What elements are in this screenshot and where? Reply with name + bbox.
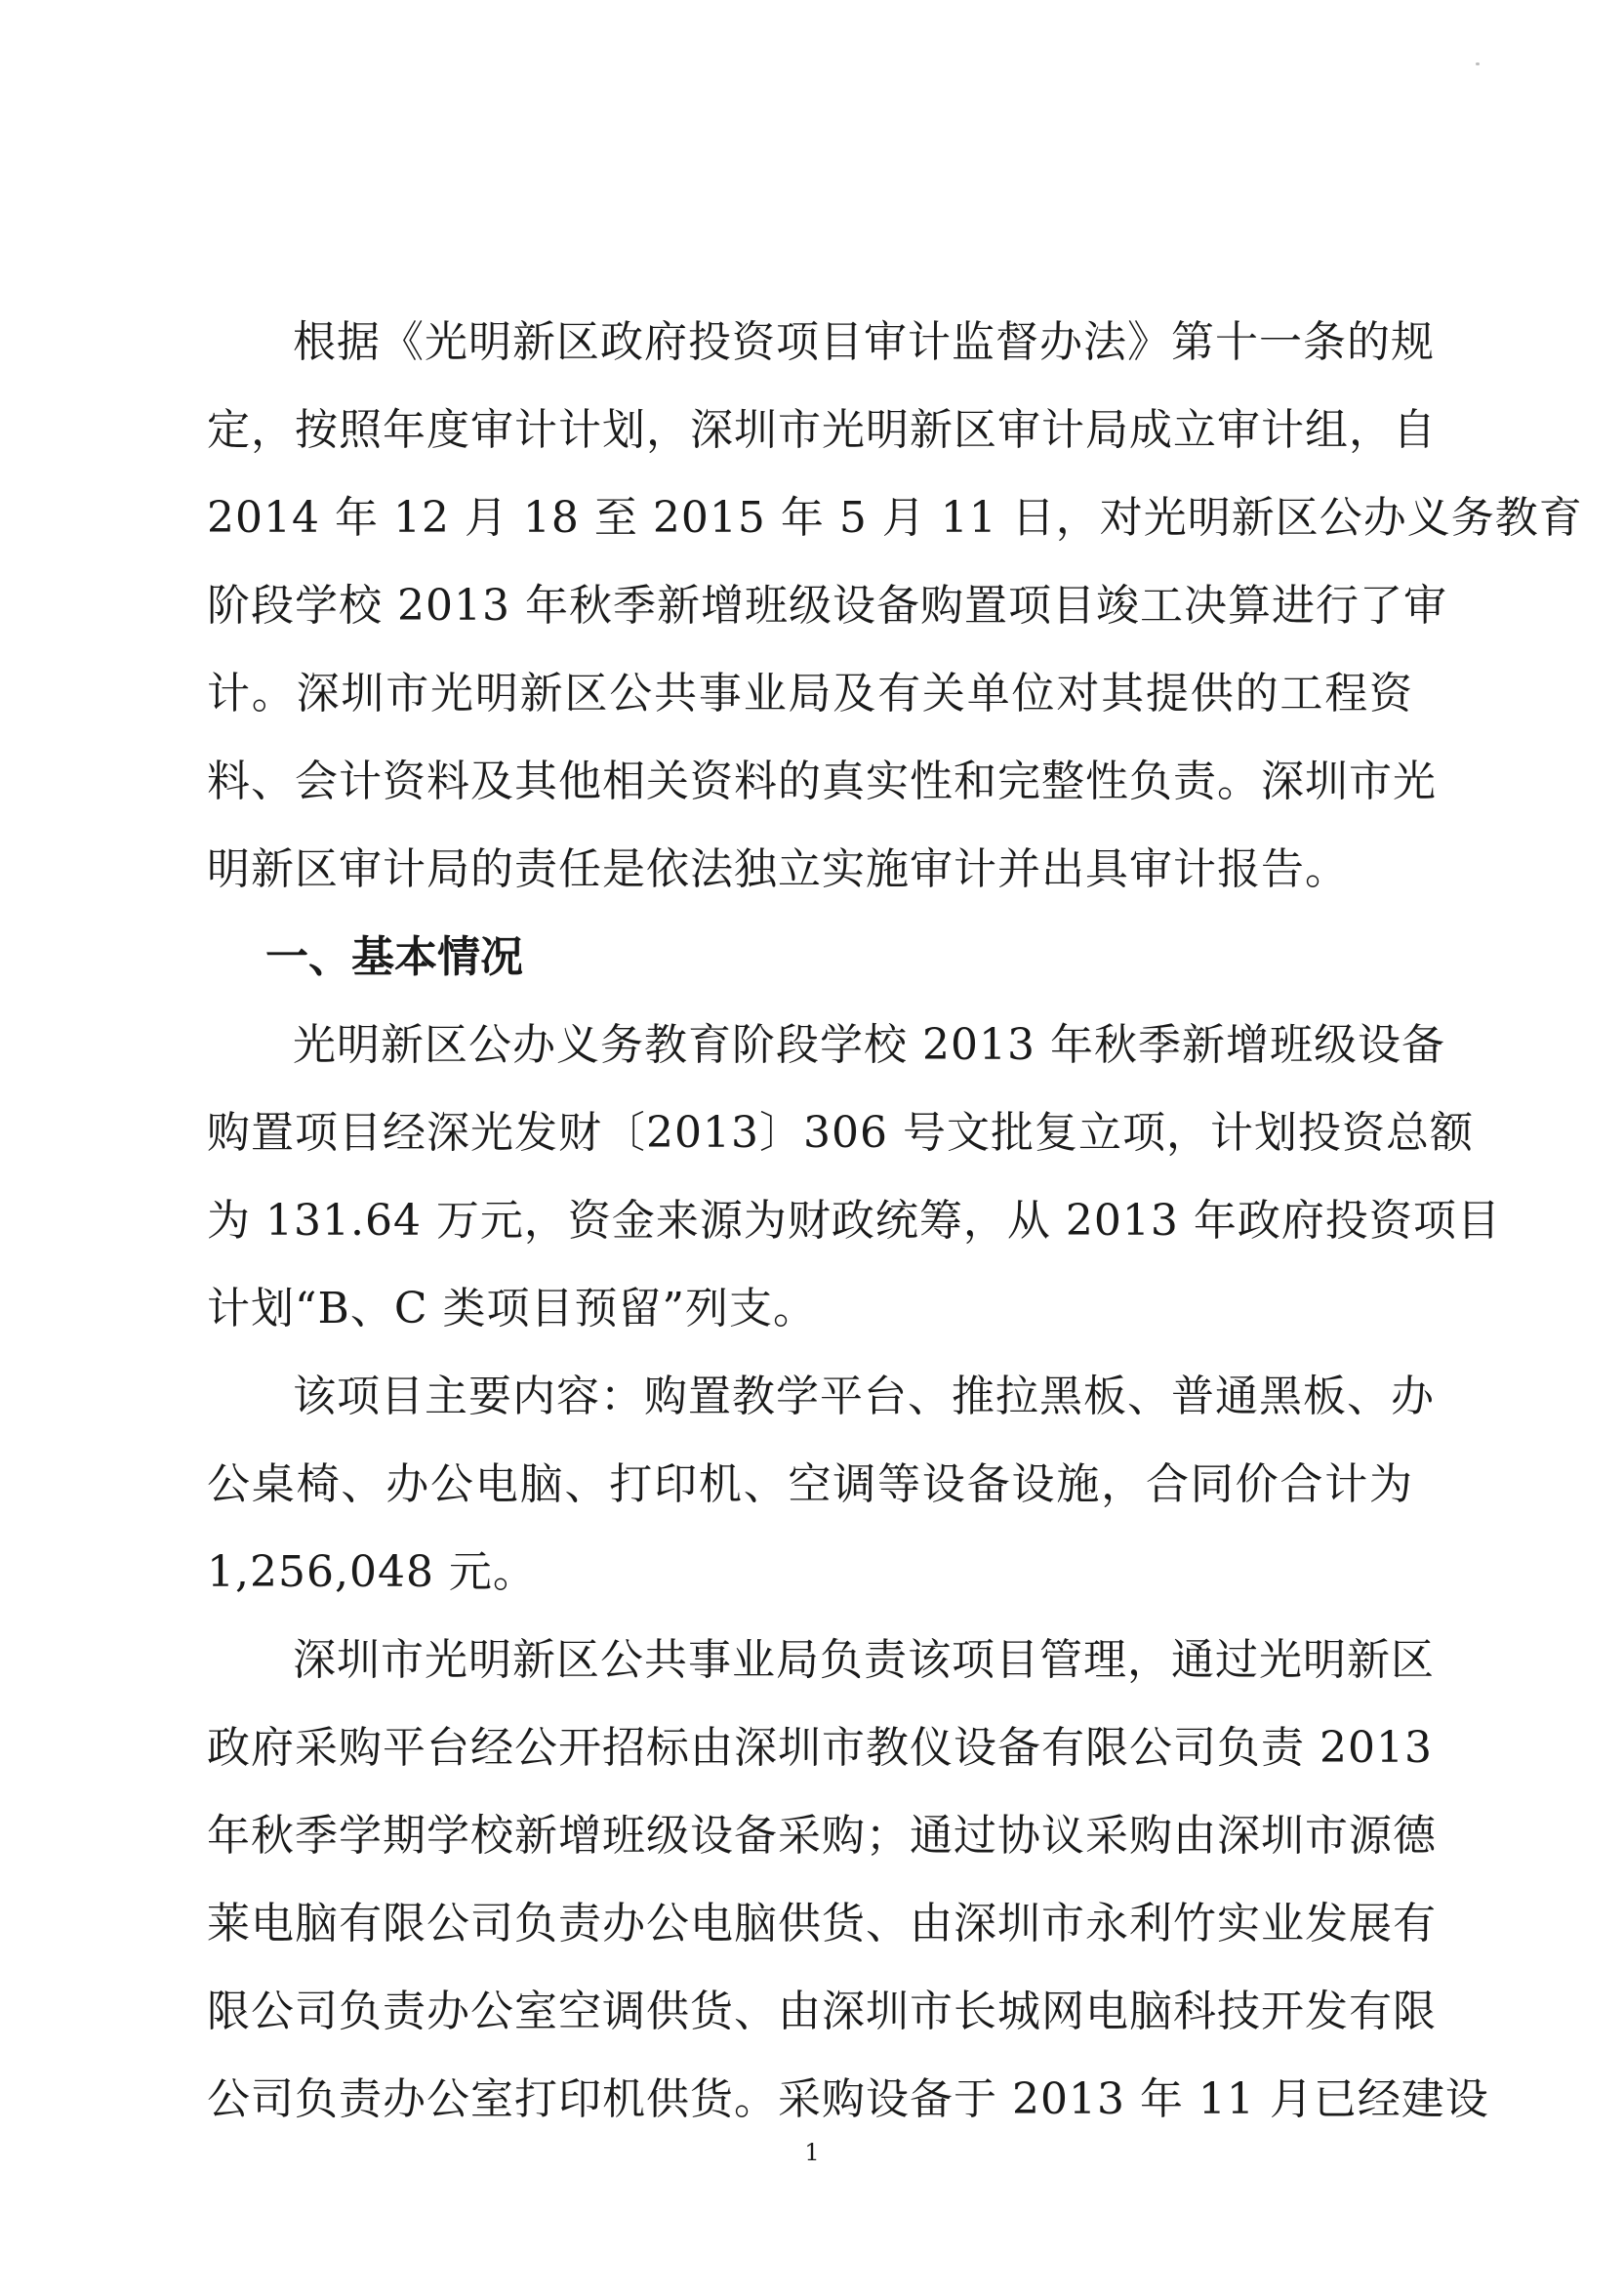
section-heading: 一、基本情况 bbox=[265, 932, 523, 982]
paragraph-line: 购置项目经深光发财〔2013〕306 号文批复立项，计划投资总额 bbox=[207, 1108, 1474, 1158]
paragraph-line: 年秋季学期学校新增班级设备采购；通过协议采购由深圳市源德 bbox=[207, 1811, 1437, 1861]
document-body bbox=[207, 299, 1583, 2144]
paragraph-line: 明新区审计局的责任是依法独立实施审计并出具审计报告。 bbox=[207, 844, 1349, 894]
paragraph-line: 莱电脑有限公司负责办公电脑供货、由深圳市永利竹实业发展有 bbox=[207, 1899, 1437, 1948]
paragraph-line: 深圳市光明新区公共事业局负责该项目管理，通过光明新区 bbox=[293, 1635, 1435, 1685]
page-number: 1 bbox=[804, 2139, 820, 2166]
paragraph-basic bbox=[207, 1002, 1501, 1353]
paragraph-line: 光明新区公办义务教育阶段学校 2013 年秋季新增班级设备 bbox=[293, 1020, 1445, 1070]
paragraph-line: 为 131.64 万元，资金来源为财政统筹，从 2013 年政府投资项目 bbox=[207, 1196, 1501, 1246]
paragraph-line: 定，按照年度审计计划，深圳市光明新区审计局成立审计组，自 bbox=[207, 405, 1437, 455]
paragraph-line: 料、会计资料及其他相关资料的真实性和完整性负责。深圳市光 bbox=[207, 757, 1437, 806]
paragraph-line: 该项目主要内容：购置教学平台、推拉黑板、普通黑板、办 bbox=[293, 1372, 1435, 1421]
paragraph-line: 2014 年 12 月 18 至 2015 年 5 月 11 日，对光明新区公办义务教育 bbox=[207, 493, 1583, 543]
paragraph-management bbox=[207, 1617, 1489, 2144]
paragraph-line: 计划“B、C 类项目预留”列支。 bbox=[207, 1284, 817, 1333]
scan-speck bbox=[1476, 62, 1480, 65]
paragraph-line: 计。深圳市光明新区公共事业局及有关单位对其提供的工程资 bbox=[207, 669, 1413, 718]
paragraph-line: 限公司负责办公室空调供货、由深圳市长城网电脑科技开发有限 bbox=[207, 1987, 1437, 2036]
paragraph-line: 公司负责办公室打印机供货。采购设备于 2013 年 11 月已经建设 bbox=[207, 2074, 1489, 2124]
paragraph-line: 公桌椅、办公电脑、打印机、空调等设备设施，合同价合计为 bbox=[207, 1459, 1413, 1509]
paragraph-line: 根据《光明新区政府投资项目审计监督办法》第十一条的规 bbox=[293, 317, 1435, 367]
paragraph-line: 政府采购平台经公开招标由深圳市教仪设备有限公司负责 2013 bbox=[207, 1723, 1433, 1773]
paragraph-intro bbox=[207, 299, 1583, 914]
paragraph-line: 阶段学校 2013 年秋季新增班级设备购置项目竣工决算进行了审 bbox=[207, 581, 1447, 631]
paragraph-content bbox=[207, 1353, 1435, 1617]
paragraph-line: 1,256,048 元。 bbox=[207, 1547, 537, 1597]
